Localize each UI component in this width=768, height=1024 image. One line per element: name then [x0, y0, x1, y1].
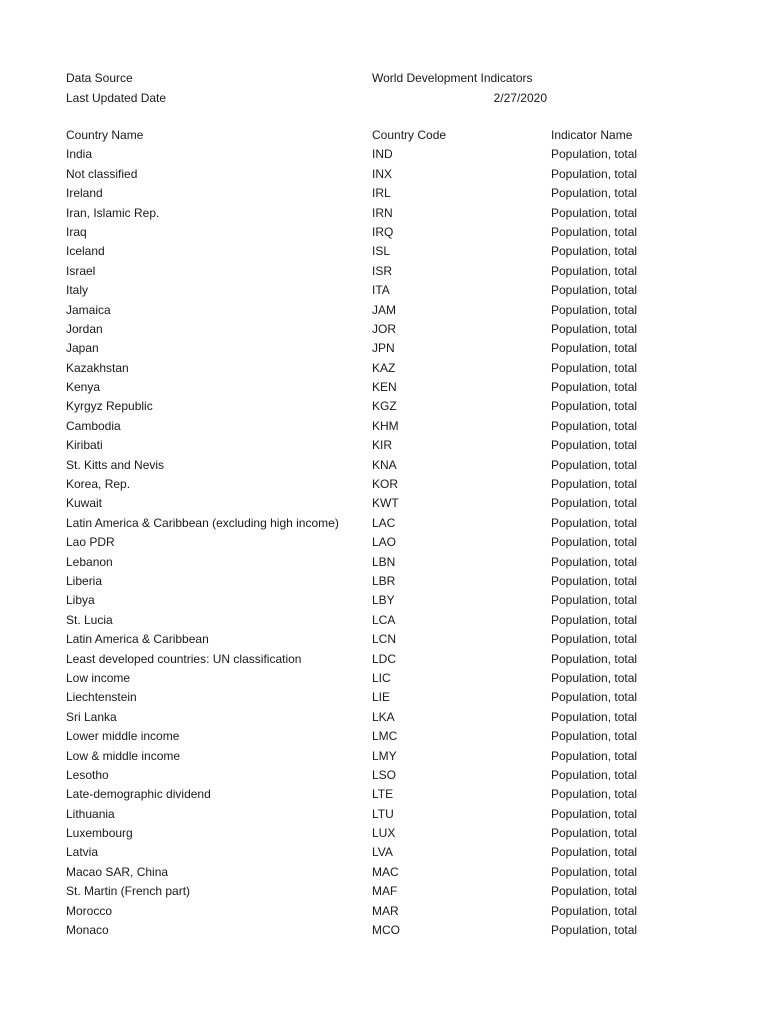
indicator-name-cell: Population, total — [551, 302, 638, 317]
country-name-cell: Latin America & Caribbean — [66, 632, 209, 647]
country-name-cell: Kazakhstan — [66, 360, 129, 375]
indicator-name-cell: Population, total — [551, 321, 638, 336]
table-row — [66, 572, 666, 591]
table-row — [66, 242, 666, 261]
indicator-name-cell: Population, total — [551, 283, 638, 298]
country-code-cell: LMC — [372, 729, 398, 744]
indicator-name-cell: Population, total — [551, 806, 638, 821]
country-code-cell: ISR — [372, 263, 393, 278]
indicator-name-cell: Population, total — [551, 884, 638, 899]
table-row — [66, 688, 666, 707]
country-code-cell: KWT — [372, 496, 399, 511]
country-code-cell: INX — [372, 166, 393, 181]
country-name-cell: Iran, Islamic Rep. — [66, 205, 160, 220]
table-row — [66, 281, 666, 300]
last-updated-row — [66, 88, 666, 108]
country-code-cell: MAR — [372, 903, 399, 918]
indicator-name-cell: Population, total — [551, 341, 638, 356]
country-code-cell: IRQ — [372, 224, 394, 239]
table-row — [66, 785, 666, 804]
table-row — [66, 882, 666, 901]
data-source-row — [66, 68, 666, 88]
country-code-cell: LVA — [372, 845, 393, 860]
country-name-cell: Cambodia — [66, 418, 121, 433]
table-row — [66, 630, 666, 649]
country-name-cell: Monaco — [66, 923, 109, 938]
header-country-name: Country Name — [66, 128, 144, 142]
country-name-cell: Kiribati — [66, 438, 103, 453]
table-row — [66, 902, 666, 921]
indicator-name-cell: Population, total — [551, 244, 638, 259]
table-row — [66, 397, 666, 416]
country-code-cell: LAC — [372, 515, 396, 530]
data-source-label: Data Source — [66, 71, 133, 85]
table-row — [66, 591, 666, 610]
country-code-cell: KAZ — [372, 360, 396, 375]
indicator-name-cell: Population, total — [551, 923, 638, 938]
table-header-row — [66, 126, 666, 145]
indicator-name-cell: Population, total — [551, 651, 638, 666]
country-code-cell: JPN — [372, 341, 395, 356]
country-code-cell: KEN — [372, 380, 397, 395]
indicator-name-cell: Population, total — [551, 670, 638, 685]
table-row — [66, 417, 666, 436]
country-code-cell: LBN — [372, 554, 396, 569]
country-name-cell: Sri Lanka — [66, 709, 117, 724]
country-name-cell: Libya — [66, 593, 95, 608]
spreadsheet-page — [66, 68, 666, 940]
table-row — [66, 824, 666, 843]
country-code-cell: IND — [372, 147, 393, 162]
country-code-cell: LCA — [372, 612, 396, 627]
table-row — [66, 863, 666, 882]
table-row — [66, 301, 666, 320]
table-row — [66, 436, 666, 455]
country-name-cell: Low income — [66, 670, 131, 685]
country-code-cell: KGZ — [372, 399, 397, 414]
country-code-cell: LIE — [372, 690, 391, 705]
country-name-cell: Italy — [66, 283, 89, 298]
country-name-cell: Lebanon — [66, 554, 113, 569]
country-name-cell: Ireland — [66, 186, 103, 201]
table-row — [66, 766, 666, 785]
country-code-cell: KOR — [372, 477, 399, 492]
country-code-cell: LTE — [372, 787, 394, 802]
data-source-value: World Development Indicators — [372, 71, 533, 85]
country-name-cell: Lithuania — [66, 806, 115, 821]
country-name-cell: St. Martin (French part) — [66, 884, 191, 899]
table-row — [66, 921, 666, 940]
country-name-cell: Lower middle income — [66, 729, 180, 744]
country-code-cell: LMY — [372, 748, 397, 763]
country-code-cell: LKA — [372, 709, 395, 724]
table-row — [66, 727, 666, 746]
indicator-name-cell: Population, total — [551, 690, 638, 705]
indicator-name-cell: Population, total — [551, 438, 638, 453]
country-code-cell: LBR — [372, 573, 396, 588]
country-code-cell: KHM — [372, 418, 399, 433]
table-row — [66, 514, 666, 533]
country-name-cell: Iceland — [66, 244, 105, 259]
table-row — [66, 553, 666, 572]
country-name-cell: India — [66, 147, 93, 162]
country-name-cell: Macao SAR, China — [66, 864, 169, 879]
indicator-name-cell: Population, total — [551, 573, 638, 588]
country-name-cell: Latvia — [66, 845, 99, 860]
country-name-cell: Japan — [66, 341, 99, 356]
indicator-name-cell: Population, total — [551, 554, 638, 569]
table-row — [66, 494, 666, 513]
indicator-name-cell: Population, total — [551, 418, 638, 433]
last-updated-value: 2/27/2020 — [493, 91, 547, 105]
indicator-name-cell: Population, total — [551, 224, 638, 239]
table-row — [66, 339, 666, 358]
country-name-cell: Luxembourg — [66, 826, 133, 841]
indicator-name-cell: Population, total — [551, 205, 638, 220]
table-row — [66, 378, 666, 397]
indicator-name-cell: Population, total — [551, 787, 638, 802]
indicator-name-cell: Population, total — [551, 709, 638, 724]
country-name-cell: Liberia — [66, 573, 103, 588]
indicator-name-cell: Population, total — [551, 515, 638, 530]
table-row — [66, 843, 666, 862]
country-code-cell: ITA — [372, 283, 390, 298]
indicator-name-cell: Population, total — [551, 360, 638, 375]
country-name-cell: Korea, Rep. — [66, 477, 131, 492]
indicator-name-cell: Population, total — [551, 496, 638, 511]
table-row — [66, 165, 666, 184]
country-name-cell: Jamaica — [66, 302, 111, 317]
table-row — [66, 456, 666, 475]
country-name-cell: Kuwait — [66, 496, 103, 511]
country-name-cell: Lesotho — [66, 767, 109, 782]
table-row — [66, 611, 666, 630]
indicator-name-cell: Population, total — [551, 903, 638, 918]
country-code-cell: IRL — [372, 186, 391, 201]
country-code-cell: KIR — [372, 438, 393, 453]
indicator-name-cell: Population, total — [551, 535, 638, 550]
indicator-name-cell: Population, total — [551, 864, 638, 879]
country-code-cell: JOR — [372, 321, 396, 336]
table-row — [66, 533, 666, 552]
indicator-name-cell: Population, total — [551, 767, 638, 782]
table-row — [66, 650, 666, 669]
indicator-name-cell: Population, total — [551, 166, 638, 181]
table-row — [66, 145, 666, 164]
table-row — [66, 223, 666, 242]
country-name-cell: Low & middle income — [66, 748, 181, 763]
country-name-cell: Lao PDR — [66, 535, 115, 550]
indicator-name-cell: Population, total — [551, 147, 638, 162]
country-code-cell: ISL — [372, 244, 391, 259]
country-code-cell: JAM — [372, 302, 396, 317]
country-name-cell: Iraq — [66, 224, 87, 239]
country-code-cell: LCN — [372, 632, 397, 647]
table-row — [66, 669, 666, 688]
indicator-name-cell: Population, total — [551, 748, 638, 763]
table-row — [66, 708, 666, 727]
table-row — [66, 320, 666, 339]
indicator-name-cell: Population, total — [551, 380, 638, 395]
table-row — [66, 359, 666, 378]
table-body — [66, 145, 666, 940]
table-row — [66, 747, 666, 766]
indicator-name-cell: Population, total — [551, 457, 638, 472]
last-updated-label: Last Updated Date — [66, 91, 167, 105]
country-code-cell: LAO — [372, 535, 397, 550]
country-code-cell: LUX — [372, 826, 396, 841]
country-name-cell: Israel — [66, 263, 96, 278]
country-code-cell: MAF — [372, 884, 398, 899]
table-row — [66, 805, 666, 824]
country-code-cell: MCO — [372, 923, 400, 938]
table-row — [66, 475, 666, 494]
country-code-cell: LSO — [372, 767, 397, 782]
country-code-cell: KNA — [372, 457, 397, 472]
country-code-cell: LBY — [372, 593, 395, 608]
country-name-cell: Late-demographic dividend — [66, 787, 211, 802]
indicator-name-cell: Population, total — [551, 632, 638, 647]
indicator-name-cell: Population, total — [551, 826, 638, 841]
country-name-cell: Least developed countries: UN classification — [66, 651, 302, 666]
indicator-name-cell: Population, total — [551, 186, 638, 201]
indicator-name-cell: Population, total — [551, 477, 638, 492]
indicator-name-cell: Population, total — [551, 729, 638, 744]
country-code-cell: LIC — [372, 670, 391, 685]
header-country-code: Country Code — [372, 128, 447, 142]
country-code-cell: IRN — [372, 205, 393, 220]
country-name-cell: Kenya — [66, 380, 101, 395]
country-name-cell: Jordan — [66, 321, 103, 336]
country-name-cell: Latin America & Caribbean (excluding high income) — [66, 515, 339, 530]
table-row — [66, 204, 666, 223]
indicator-name-cell: Population, total — [551, 399, 638, 414]
country-code-cell: LDC — [372, 651, 397, 666]
country-code-cell: MAC — [372, 864, 399, 879]
country-name-cell: St. Kitts and Nevis — [66, 457, 165, 472]
country-name-cell: Not classified — [66, 166, 138, 181]
header-indicator-name: Indicator Name — [551, 128, 633, 142]
indicator-name-cell: Population, total — [551, 612, 638, 627]
country-name-cell: Morocco — [66, 903, 113, 918]
indicator-name-cell: Population, total — [551, 845, 638, 860]
table-row — [66, 262, 666, 281]
indicator-name-cell: Population, total — [551, 593, 638, 608]
spacer — [66, 108, 666, 126]
table-row — [66, 184, 666, 203]
country-code-cell: LTU — [372, 806, 394, 821]
country-name-cell: Kyrgyz Republic — [66, 399, 153, 414]
indicator-name-cell: Population, total — [551, 263, 638, 278]
country-name-cell: St. Lucia — [66, 612, 113, 627]
country-name-cell: Liechtenstein — [66, 690, 137, 705]
